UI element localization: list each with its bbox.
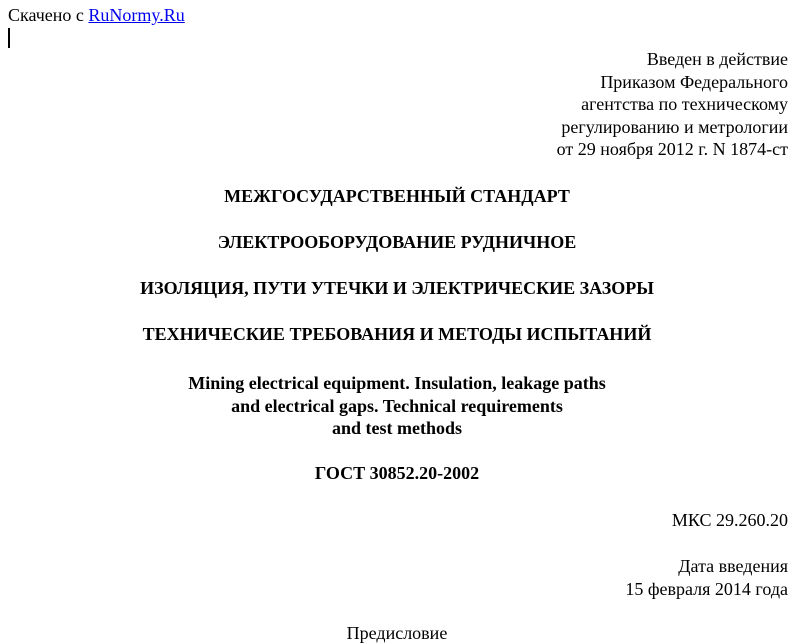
requirements-heading: ТЕХНИЧЕСКИЕ ТРЕБОВАНИЯ И МЕТОДЫ ИСПЫТАНИЙ <box>142 324 652 344</box>
english-title <box>0 372 794 440</box>
enactment-line: от 29 ноября 2012 г. N 1874-ст <box>556 139 788 159</box>
subject-heading: ЭЛЕКТРООБОРУДОВАНИЕ РУДНИЧНОЕ <box>217 232 577 252</box>
standard-type-heading: МЕЖГОСУДАРСТВЕННЫЙ СТАНДАРТ <box>224 186 570 206</box>
introduction-date-label: Дата введения <box>678 556 788 576</box>
source-prefix: Скачено с <box>8 5 84 25</box>
enactment-block <box>557 48 788 161</box>
gost-number: ГОСТ 30852.20-2002 <box>314 463 480 483</box>
enactment-line: агентства по техническому <box>581 94 788 114</box>
preface-heading: Предисловие <box>346 623 448 643</box>
text-cursor <box>8 28 10 48</box>
enactment-line: Введен в действие <box>646 49 788 69</box>
enactment-line: Приказом Федерального <box>600 71 788 92</box>
english-title-line: and test methods <box>331 418 462 438</box>
scope-heading: ИЗОЛЯЦИЯ, ПУТИ УТЕЧКИ И ЭЛЕКТРИЧЕСКИЕ ЗАЗОРЫ <box>140 278 654 298</box>
english-title-line: and electrical gaps. Technical requirements <box>231 395 563 416</box>
source-link[interactable]: RuNormy.Ru <box>88 5 185 25</box>
introduction-date-value: 15 февраля 2014 года <box>625 578 788 599</box>
enactment-line: регулированию и метрологии <box>561 116 788 137</box>
source-line <box>8 4 185 26</box>
english-title-line: Mining electrical equipment. Insulation, leakage paths <box>188 373 606 393</box>
introduction-date-block <box>625 555 788 600</box>
mks-code: МКС 29.260.20 <box>671 510 788 530</box>
